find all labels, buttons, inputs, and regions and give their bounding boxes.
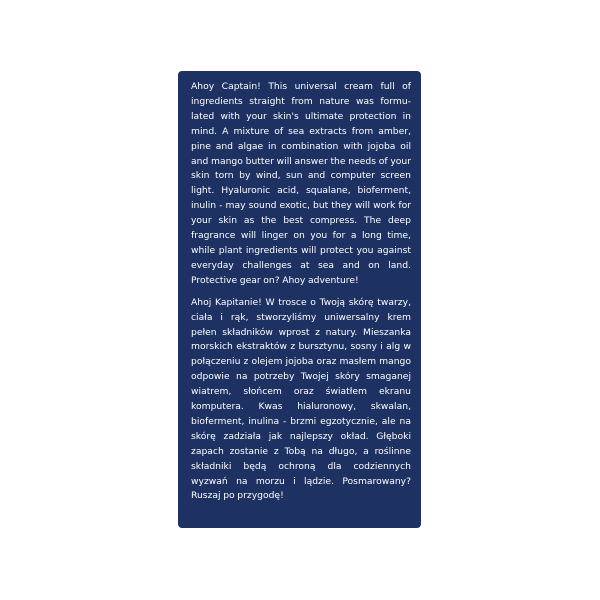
label-panel — [178, 71, 421, 528]
polish-description: Ahoj Kapitanie! W trosce o Twoją skórę twarzy, ciała i rąk, stworzyliśmy uniwersalny krem pełen składników wprost z natury. Mieszanka morskich ekstraktów z bursztynu, sosny i alg w połączeniu z olejem jojoba oraz masłem mango odpowie na potrzeby Twojej skóry smaganej wiatrem, słońcem oraz światłem ekranu komputera. Kwas hialuronowy, skwalan, bioferment, inulina - brzmi egzotycznie, ale na skórę zadziała jak najlepszy okład. Głęboki zapach zostanie z Tobą na długo, a roślinne składniki będą ochroną dla codziennych wyzwań na morzu i lądzie. Posmarowany? Ruszaj po przygodę! — [191, 296, 411, 502]
english-description: Ahoy Captain! This universal cream full of ingredients straight from nature was formulated with your skin's ultimate protection in mind. A mixture of sea extracts from amber, pine and algae in combination with jojoba oil and mango butter will answer the needs of your skin torn by wind, sun and computer screen light. Hyaluronic acid, squalane, bioferment, inulin - may sound exotic, but they will work for your skin as the best compress. The deep fragrance will linger on you for a long time, while plant ingredients will protect you against everyday challenges at sea and on land. Protective gear on? Ahoy adventure! — [191, 81, 411, 286]
